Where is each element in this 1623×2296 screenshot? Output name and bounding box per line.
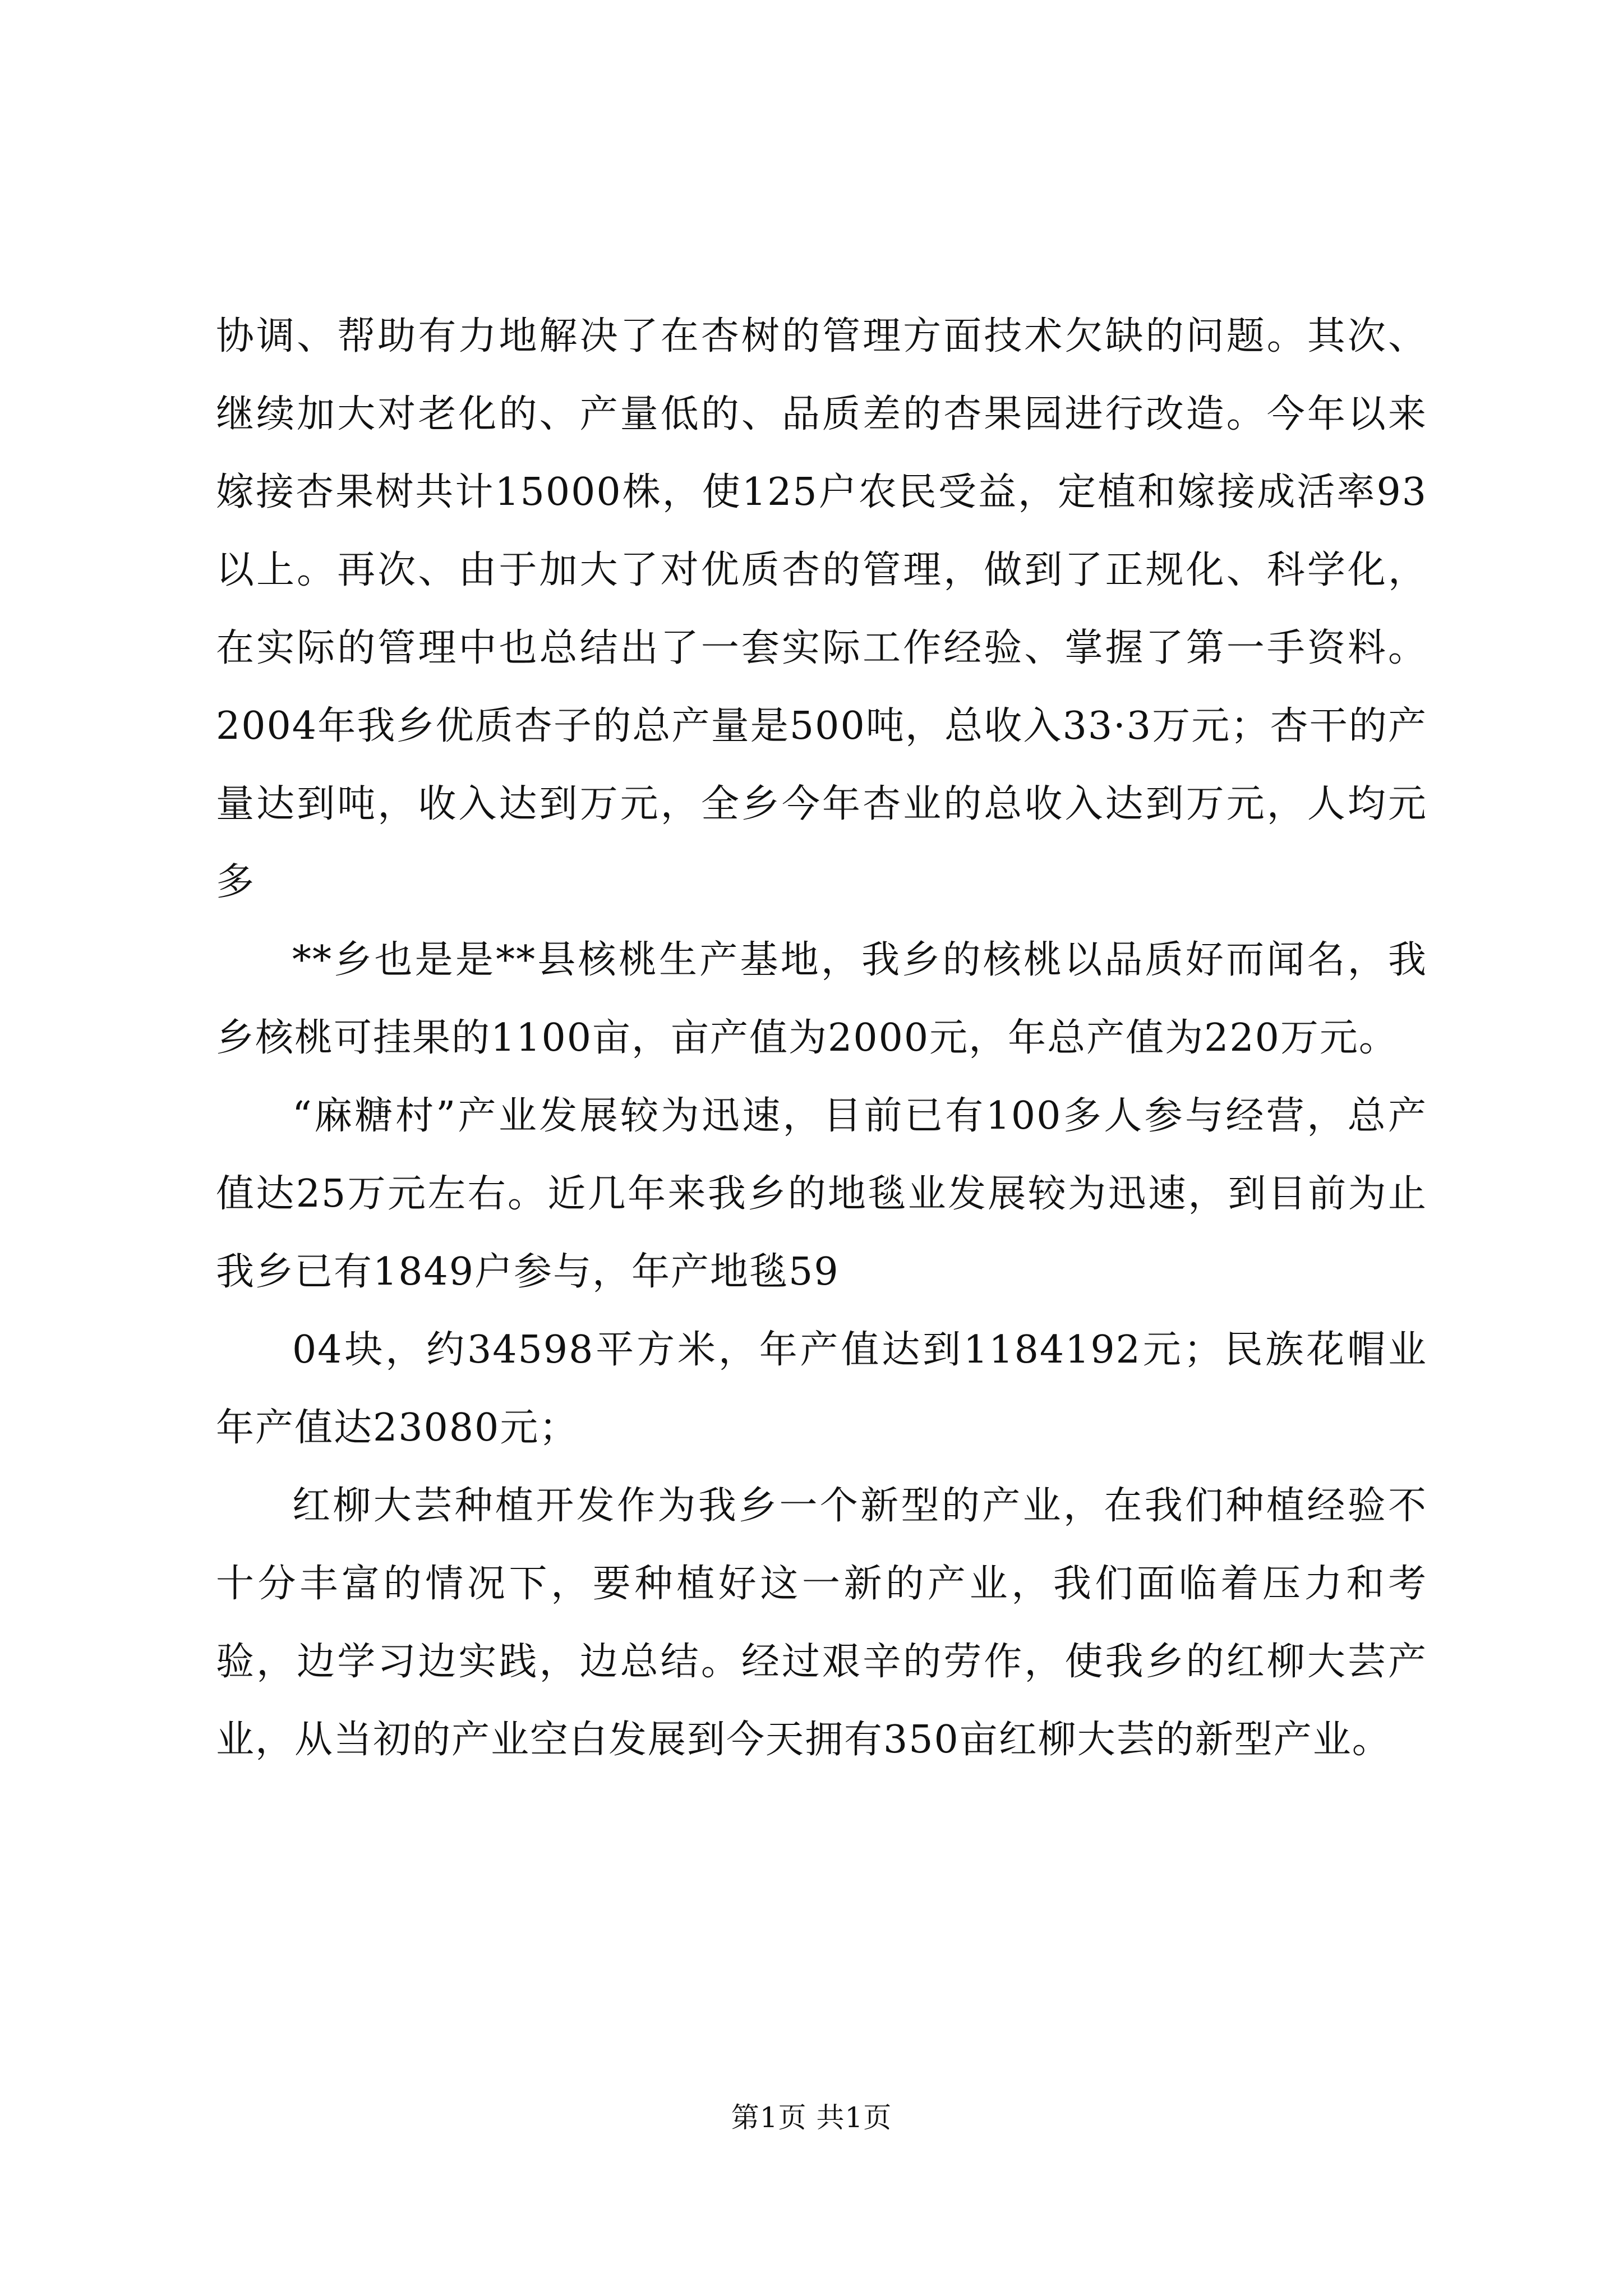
paragraph-2: **乡也是是**县核桃生产基地，我乡的核桃以品质好而闻名，我乡核桃可挂果的1100亩，亩产值为2000元，年总产值为220万元。 (216, 938, 1427, 1060)
page-footer: 第1页 共1页 (731, 2101, 892, 2134)
document-body (216, 297, 1427, 1779)
paragraph-1: 协调、帮助有力地解决了在杏树的管理方面技术欠缺的问题。其次、继续加大对老化的、产量低的、品质差的杏果园进行改造。今年以来嫁接杏果树共计15000株，使125户农民受益，定植和嫁接成活率93以上。再次、由于加大了对优质杏的管理，做到了正规化、科学化，在实际的管理中也总结出了一套实际工作经验、掌握了第一手资料。2004年我乡优质杏子的总产量是500吨，总收入33·3万元；杏干的产量达到吨，收入达到万元，全乡今年杏业的总收入达到万元，人均元多 (216, 314, 1427, 904)
paragraph-5: 红柳大芸种植开发作为我乡一个新型的产业，在我们种植经验不十分丰富的情况下，要种植好这一新的产业，我们面临着压力和考验，边学习边实践，边总结。经过艰辛的劳作，使我乡的红柳大芸产业，从当初的产业空白发展到今天拥有350亩红柳大芸的新型产业。 (216, 1484, 1427, 1762)
paragraph-4: 04块，约34598平方米，年产值达到1184192元；民族花帽业年产值达23080元； (216, 1328, 1427, 1450)
paragraph-3: “麻糖村”产业发展较为迅速，目前已有100多人参与经营，总产值达25万元左右。近几年来我乡的地毯业发展较为迅速，到目前为止我乡已有1849户参与，年产地毯59 (216, 1094, 1427, 1294)
